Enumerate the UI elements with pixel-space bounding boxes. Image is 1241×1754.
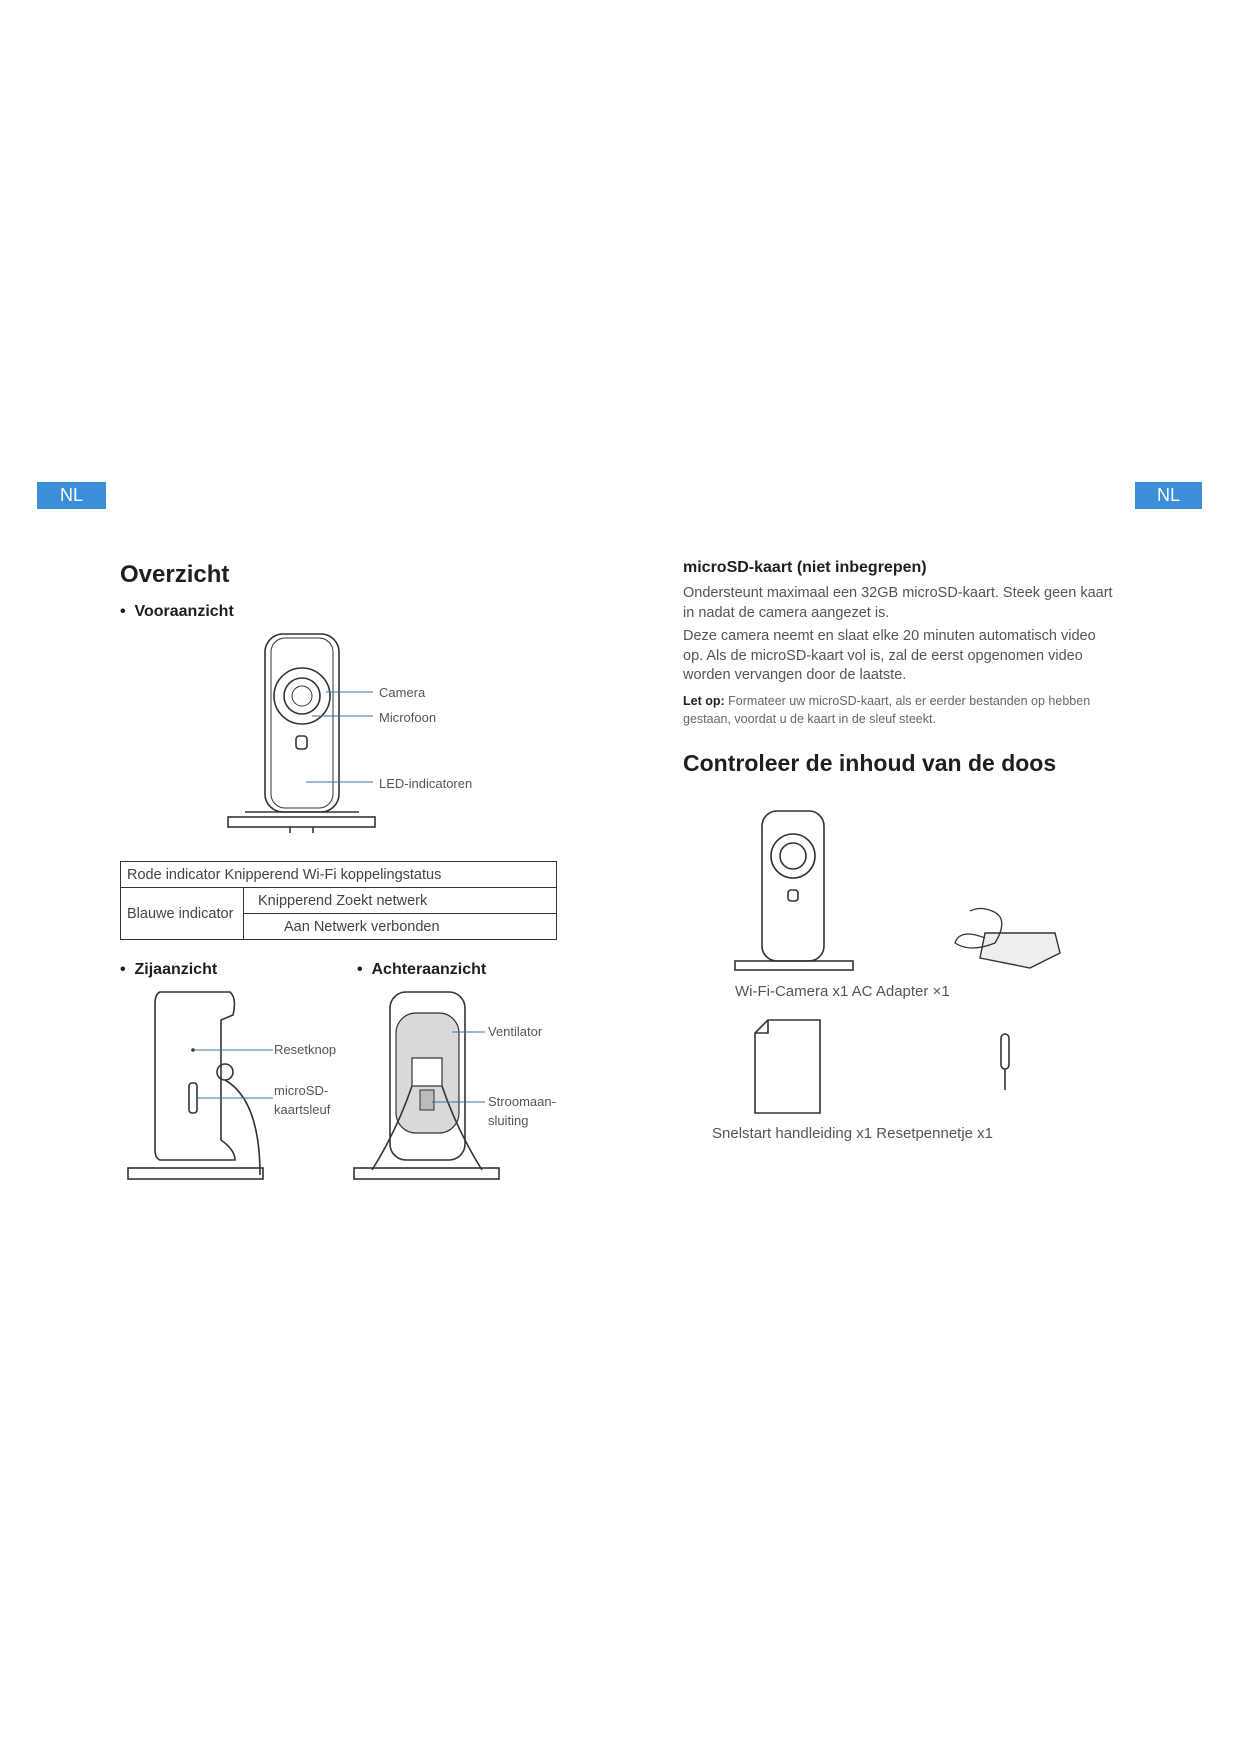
camera-front-view-drawing bbox=[225, 632, 485, 837]
label-power-line1: Stroomaan- bbox=[488, 1094, 556, 1109]
mount-bracket bbox=[412, 1058, 442, 1086]
camera-back-view-drawing bbox=[352, 990, 562, 1190]
camera-body-outline bbox=[265, 634, 339, 812]
side-view-heading bbox=[120, 961, 217, 979]
box-camera-button bbox=[788, 890, 798, 901]
bullet: • bbox=[120, 603, 135, 620]
adapter-body bbox=[980, 933, 1060, 968]
note-text: Formateer uw microSD-kaart, als er eerder bestanden op hebben gestaan, voordat u de kaart in de sleuf steekt. bbox=[683, 694, 1091, 726]
label-sd-line2: kaartsleuf bbox=[274, 1102, 331, 1117]
reset-hole bbox=[191, 1048, 195, 1052]
sd-paragraph-1: Ondersteunt maximaal een 32GB microSD-kaart. Steek geen kaart in nadat de camera aangezet is. bbox=[683, 585, 1113, 621]
box-camera-lens bbox=[771, 834, 815, 878]
bullet: • bbox=[357, 961, 372, 978]
sd-paragraph-2: Deze camera neemt en slaat elke 20 minuten automatisch video op. Als de microSD-kaart vol is, zal de eerst opgenomen video worden vervangen door de laatste. bbox=[683, 628, 1096, 683]
sd-section-heading: microSD-kaart (niet inbegrepen) bbox=[683, 559, 927, 576]
red-indicator-label: Rode indicator bbox=[127, 866, 221, 883]
camera-base bbox=[228, 817, 375, 827]
side-view-heading-text: Zijaanzicht bbox=[134, 961, 218, 978]
front-view-heading-text: Vooraanzicht bbox=[134, 603, 234, 620]
language-badge-left: NL bbox=[37, 482, 106, 509]
red-indicator-status: Knipperend Wi-Fi koppelingstatus bbox=[224, 866, 442, 883]
label-microphone: Microfoon bbox=[379, 710, 437, 725]
table-row-red bbox=[121, 862, 557, 888]
table-row bbox=[121, 862, 557, 888]
back-view-heading bbox=[357, 961, 486, 979]
side-base bbox=[128, 1168, 263, 1179]
note-label: Let op: bbox=[683, 694, 725, 708]
box-section-heading: Controleer de inhoud van de doos bbox=[683, 750, 1057, 776]
reset-pin-head bbox=[1001, 1034, 1009, 1069]
box-camera-lens-inner bbox=[780, 843, 806, 869]
led-indicator-table bbox=[120, 861, 557, 940]
page-title: Overzicht bbox=[120, 561, 230, 588]
blue-indicator-status-2: Aan Netwerk verbonden bbox=[244, 914, 557, 940]
camera-lens-ring bbox=[284, 678, 320, 714]
table-row bbox=[121, 888, 557, 914]
sd-slot bbox=[189, 1083, 197, 1113]
box-contents-drawing bbox=[730, 808, 1130, 1128]
back-view-heading-text: Achteraanzicht bbox=[371, 961, 487, 978]
side-hinge bbox=[217, 1064, 233, 1080]
power-port bbox=[420, 1090, 434, 1110]
label-fan: Ventilator bbox=[488, 1024, 543, 1039]
camera-lens-center bbox=[292, 686, 312, 706]
front-view-heading bbox=[120, 603, 234, 621]
manual-icon bbox=[755, 1020, 820, 1113]
camera-button-icon bbox=[296, 736, 307, 749]
blue-indicator-status-1: Knipperend Zoekt netwerk bbox=[244, 888, 557, 914]
adapter-cable bbox=[955, 909, 1002, 949]
label-camera: Camera bbox=[379, 685, 426, 700]
label-sd-line1: microSD- bbox=[274, 1083, 329, 1098]
label-reset: Resetknop bbox=[274, 1042, 337, 1057]
bullet: • bbox=[120, 961, 135, 978]
sd-note bbox=[683, 692, 1103, 728]
language-badge-right: NL bbox=[1135, 482, 1202, 509]
box-camera-base bbox=[735, 961, 853, 970]
label-power-line2: sluiting bbox=[488, 1113, 529, 1128]
blue-indicator-label: Blauwe indicator bbox=[121, 888, 244, 940]
caption-manual-pin: Snelstart handleiding x1 Resetpennetje x1 bbox=[712, 1125, 994, 1142]
side-body-outline bbox=[155, 992, 235, 1160]
caption-camera-adapter: Wi-Fi-Camera x1 AC Adapter ×1 bbox=[735, 983, 950, 1000]
back-base bbox=[354, 1168, 499, 1179]
label-led-indicators: LED-indicatoren bbox=[379, 776, 473, 791]
